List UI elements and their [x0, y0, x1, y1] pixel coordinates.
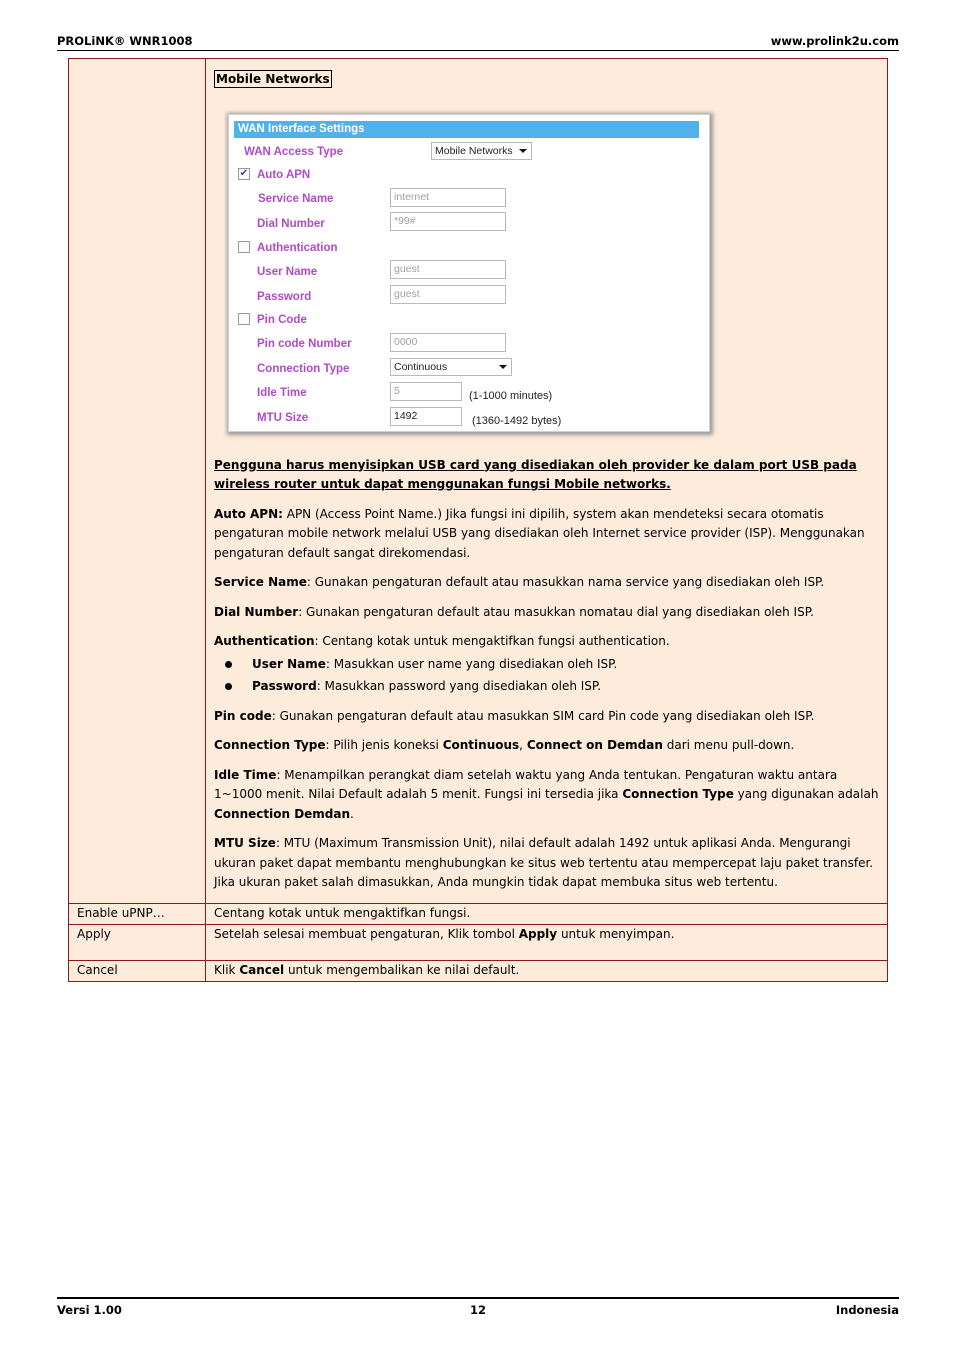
product-name: PROLiNK® WNR1008: [57, 34, 193, 48]
service-name-input[interactable]: internet: [390, 188, 506, 207]
page-header: [57, 32, 899, 51]
row-description-cell: Setelah selesai membuat pengaturan, Klik tombol Apply untuk menyimpan.: [206, 924, 888, 960]
auto-apn-checkbox[interactable]: [238, 168, 250, 180]
dial-number-term: Dial Number: [214, 604, 299, 619]
connection-type-value: Continuous: [394, 360, 448, 373]
table-row: [69, 960, 888, 981]
settings-description-table: [68, 58, 888, 982]
wan-panel-title: WAN Interface Settings: [234, 121, 699, 138]
auto-apn-description: Auto APN: APN (Access Point Name.) Jika fungsi ini dipilih, system akan mendeteksi secara otomatis pengaturan mobile network melalui USB yang disediakan oleh Internet service provider (ISP). Menggunakan pengaturan default sangat direkomendasi.: [214, 506, 865, 560]
page-footer: [57, 1297, 899, 1317]
dial-number-input[interactable]: *99#: [390, 212, 506, 231]
wan-access-type-label: WAN Access Type: [244, 145, 344, 158]
dial-number-description: Dial Number: Gunakan pengaturan default atau masukkan nomatau dial yang disediakan oleh ISP.: [214, 604, 814, 619]
mtu-size-label: MTU Size: [257, 411, 309, 424]
wan-access-type-value: Mobile Networks: [435, 144, 513, 157]
pin-code-number-label: Pin code Number: [257, 337, 352, 350]
mtu-size-term: MTU Size: [214, 836, 276, 850]
section-tag: Mobile Networks: [216, 72, 330, 86]
wan-access-type-select[interactable]: [431, 142, 532, 160]
idle-time-input[interactable]: 5: [390, 382, 462, 401]
page-number: 12: [469, 1303, 486, 1317]
service-name-term: Service Name: [214, 575, 307, 589]
authentication-description: Authentication: Centang kotak untuk mengaktifkan fungsi authentication.: [214, 634, 670, 648]
service-name-label: Service Name: [258, 192, 334, 205]
pin-code-term: Pin code: [214, 708, 272, 723]
password-label: Password: [257, 290, 312, 303]
pin-code-description: Pin code: Gunakan pengaturan default atau masukkan SIM card Pin code yang disediakan oleh ISP.: [214, 708, 815, 723]
list-item: Password: Masukkan password yang disediakan oleh ISP.: [214, 677, 879, 697]
connection-type-description: Connection Type: Pilih jenis koneksi Continuous, Connect on Demdan dari menu pull-down.: [214, 738, 795, 752]
user-name-input[interactable]: guest: [390, 260, 506, 279]
authentication-term: Authentication: [214, 634, 315, 648]
row-description-cell: [206, 59, 888, 904]
authentication-label: Authentication: [257, 241, 338, 254]
table-row: [69, 59, 888, 904]
row-description-cell: Klik Cancel untuk mengembalikan ke nilai default.: [206, 960, 888, 981]
idle-time-description: Idle Time: Menampilkan perangkat diam setelah waktu yang Anda tentukan. Pengaturan waktu antara 1~1000 menit. Nilai Default adalah 5 menit. Fungsi ini tersedia jika Connection Type yang digunakan adalah Connection Demdan.: [214, 767, 879, 821]
idle-time-label: Idle Time: [257, 386, 307, 399]
chevron-down-icon: [519, 149, 527, 153]
idle-time-unit: (1-1000 minutes): [469, 389, 553, 402]
authentication-bullet-list: [214, 655, 879, 697]
authentication-checkbox[interactable]: [238, 241, 250, 253]
version-label: Versi 1.00: [57, 1303, 122, 1317]
bullet-icon: [225, 661, 232, 668]
mtu-size-description: MTU Size: MTU (Maximum Transmission Unit), nilai default adalah 1492 untuk aplikasi Anda. Mengurangi ukuran paket dapat membantu menghubungkan ke situs web tertentu atau mempercepat laju paket transfer. Jika ukuran paket salah dimasukkan, Anda mungkin tidak dapat membuka situs web tertentu.: [214, 836, 874, 889]
connection-type-select[interactable]: [390, 358, 512, 376]
row-description-cell: Centang kotak untuk mengaktifkan fungsi.: [206, 903, 888, 924]
table-row: [69, 903, 888, 924]
list-item: User Name: Masukkan user name yang disediakan oleh ISP.: [214, 655, 879, 675]
row-name-cell: Enable uPNP…: [69, 903, 206, 924]
wan-interface-screenshot: [228, 114, 710, 432]
table-row: [69, 924, 888, 960]
chevron-down-icon: [499, 365, 507, 369]
service-name-description: Service Name: Gunakan pengaturan default atau masukkan nama service yang disediakan oleh ISP.: [214, 575, 825, 589]
mtu-size-unit: (1360-1492 bytes): [472, 414, 562, 427]
mtu-size-input[interactable]: 1492: [390, 407, 462, 426]
pin-code-label: Pin Code: [257, 313, 307, 326]
dial-number-label: Dial Number: [257, 217, 325, 230]
pin-code-checkbox[interactable]: [238, 313, 250, 325]
idle-time-term: Idle Time: [214, 767, 277, 782]
password-input[interactable]: guest: [390, 285, 506, 304]
connection-type-label: Connection Type: [257, 362, 350, 375]
row-name-cell: Cancel: [69, 960, 206, 981]
row-name-cell: [69, 59, 206, 904]
website-url: www.prolink2u.com: [770, 34, 899, 48]
pin-code-number-input[interactable]: 0000: [390, 333, 506, 352]
language-label: Indonesia: [835, 1303, 899, 1317]
bullet-icon: [225, 683, 232, 690]
connection-type-term: Connection Type: [214, 738, 326, 752]
auto-apn-term: Auto APN:: [214, 506, 283, 521]
auto-apn-label: Auto APN: [257, 168, 311, 181]
checkmark-icon: ✔: [239, 167, 249, 179]
user-name-label: User Name: [257, 265, 318, 278]
row-name-cell: Apply: [69, 924, 206, 960]
usb-card-note: Pengguna harus menyisipkan USB card yang disediakan oleh provider ke dalam port USB pada wireless router untuk dapat menggunakan fungsi Mobile networks.: [214, 457, 857, 491]
